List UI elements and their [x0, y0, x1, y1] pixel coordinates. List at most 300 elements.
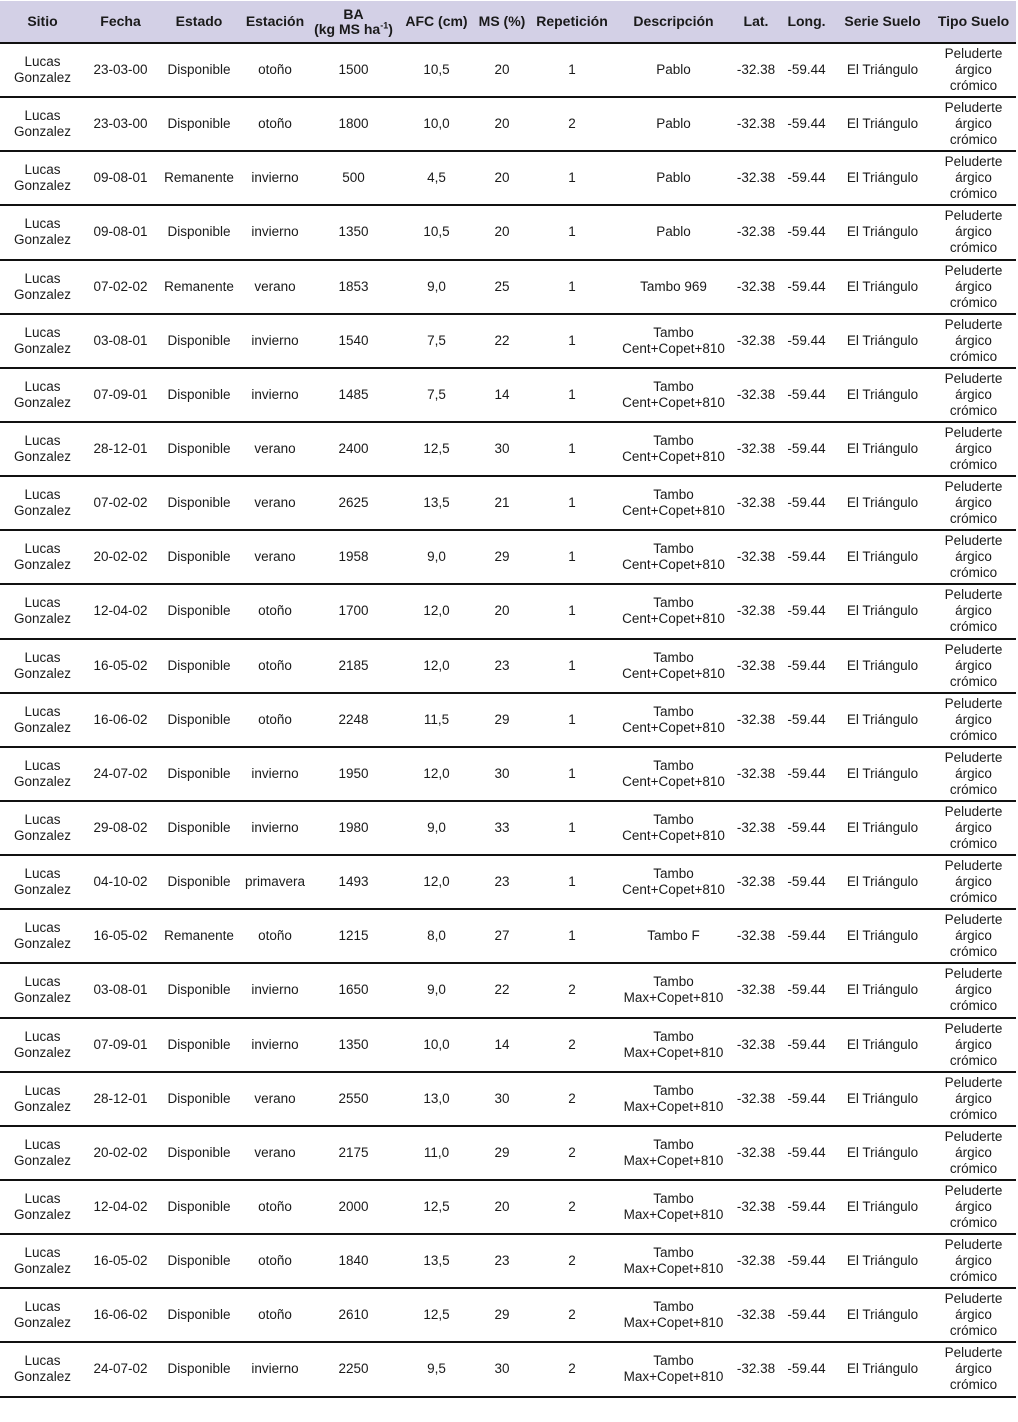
cell-lat: -32.38	[733, 1180, 779, 1234]
cell-serie-suelo: El Triángulo	[834, 963, 931, 1017]
cell-estado: Disponible	[156, 584, 242, 638]
cell-ba: 2185	[308, 639, 399, 693]
cell-ba: 1650	[308, 963, 399, 1017]
cell-long: -59.44	[779, 260, 834, 314]
cell-afc: 12,0	[399, 639, 474, 693]
cell-tipo-suelo: Peluderte árgico crómico	[931, 314, 1016, 368]
cell-tipo-suelo: Peluderte árgico crómico	[931, 260, 1016, 314]
cell-lat: -32.38	[733, 422, 779, 476]
header-row	[0, 1, 1016, 43]
cell-lat: -32.38	[733, 1234, 779, 1288]
header-tipo-suelo: Tipo Suelo	[931, 1, 1016, 43]
cell-sitio: Lucas Gonzalez	[0, 1072, 85, 1126]
cell-fecha: 09-08-01	[85, 151, 156, 205]
cell-estado: Disponible	[156, 314, 242, 368]
cell-lat: -32.38	[733, 368, 779, 422]
cell-lat: -32.38	[733, 530, 779, 584]
cell-long: -59.44	[779, 639, 834, 693]
cell-descripcion: Tambo 969	[614, 260, 733, 314]
cell-long: -59.44	[779, 801, 834, 855]
cell-estacion: otoño	[242, 909, 308, 963]
cell-ms: 22	[474, 314, 530, 368]
header-ba-sup: -1	[380, 19, 389, 30]
cell-estado: Disponible	[156, 530, 242, 584]
cell-estacion: invierno	[242, 205, 308, 259]
cell-repeticion: 1	[530, 747, 614, 801]
cell-descripcion: Tambo Cent+Copet+810	[614, 855, 733, 909]
data-table	[0, 1, 1016, 1398]
cell-serie-suelo: El Triángulo	[834, 1288, 931, 1342]
cell-estacion: otoño	[242, 1180, 308, 1234]
cell-ms: 14	[474, 368, 530, 422]
cell-long: -59.44	[779, 1180, 834, 1234]
cell-long: -59.44	[779, 1018, 834, 1072]
table-row	[0, 260, 1016, 314]
cell-sitio: Lucas Gonzalez	[0, 1126, 85, 1180]
table-row	[0, 422, 1016, 476]
cell-estacion: verano	[242, 422, 308, 476]
table-body	[0, 43, 1016, 1397]
cell-fecha: 03-08-01	[85, 314, 156, 368]
cell-long: -59.44	[779, 368, 834, 422]
cell-long: -59.44	[779, 422, 834, 476]
cell-serie-suelo: El Triángulo	[834, 97, 931, 151]
cell-lat: -32.38	[733, 639, 779, 693]
cell-fecha: 23-03-00	[85, 97, 156, 151]
cell-ba: 1700	[308, 584, 399, 638]
cell-fecha: 16-06-02	[85, 693, 156, 747]
cell-sitio: Lucas Gonzalez	[0, 260, 85, 314]
cell-sitio: Lucas Gonzalez	[0, 422, 85, 476]
cell-serie-suelo: El Triángulo	[834, 693, 931, 747]
cell-estacion: invierno	[242, 963, 308, 1017]
cell-serie-suelo: El Triángulo	[834, 43, 931, 97]
cell-fecha: 16-06-02	[85, 1288, 156, 1342]
cell-afc: 12,5	[399, 422, 474, 476]
cell-ba: 2400	[308, 422, 399, 476]
cell-repeticion: 2	[530, 97, 614, 151]
header-long: Long.	[779, 1, 834, 43]
cell-serie-suelo: El Triángulo	[834, 584, 931, 638]
cell-lat: -32.38	[733, 747, 779, 801]
cell-serie-suelo: El Triángulo	[834, 855, 931, 909]
cell-afc: 12,0	[399, 584, 474, 638]
cell-serie-suelo: El Triángulo	[834, 747, 931, 801]
cell-afc: 4,5	[399, 151, 474, 205]
cell-sitio: Lucas Gonzalez	[0, 639, 85, 693]
cell-sitio: Lucas Gonzalez	[0, 693, 85, 747]
cell-estado: Disponible	[156, 1126, 242, 1180]
cell-serie-suelo: El Triángulo	[834, 1234, 931, 1288]
cell-afc: 13,0	[399, 1072, 474, 1126]
cell-repeticion: 1	[530, 151, 614, 205]
cell-estacion: otoño	[242, 97, 308, 151]
cell-long: -59.44	[779, 1234, 834, 1288]
cell-afc: 9,0	[399, 530, 474, 584]
cell-ba: 1958	[308, 530, 399, 584]
cell-descripcion: Tambo Cent+Copet+810	[614, 639, 733, 693]
cell-ba: 1493	[308, 855, 399, 909]
header-estado: Estado	[156, 1, 242, 43]
cell-tipo-suelo: Peluderte árgico crómico	[931, 584, 1016, 638]
header-ba-line1: BA	[343, 5, 364, 22]
cell-estado: Disponible	[156, 963, 242, 1017]
cell-serie-suelo: El Triángulo	[834, 801, 931, 855]
cell-lat: -32.38	[733, 963, 779, 1017]
cell-sitio: Lucas Gonzalez	[0, 530, 85, 584]
cell-long: -59.44	[779, 584, 834, 638]
cell-afc: 7,5	[399, 368, 474, 422]
cell-estado: Disponible	[156, 97, 242, 151]
cell-sitio: Lucas Gonzalez	[0, 151, 85, 205]
table-row	[0, 314, 1016, 368]
cell-lat: -32.38	[733, 1072, 779, 1126]
header-ba	[308, 1, 399, 43]
cell-descripcion: Tambo Max+Copet+810	[614, 1288, 733, 1342]
cell-fecha: 07-09-01	[85, 368, 156, 422]
cell-lat: -32.38	[733, 584, 779, 638]
cell-repeticion: 1	[530, 43, 614, 97]
cell-tipo-suelo: Peluderte árgico crómico	[931, 422, 1016, 476]
cell-ba: 1800	[308, 97, 399, 151]
cell-tipo-suelo: Peluderte árgico crómico	[931, 693, 1016, 747]
cell-ms: 23	[474, 855, 530, 909]
cell-estado: Disponible	[156, 1018, 242, 1072]
cell-ba: 2625	[308, 476, 399, 530]
cell-estado: Remanente	[156, 909, 242, 963]
cell-estado: Disponible	[156, 205, 242, 259]
cell-estacion: verano	[242, 1126, 308, 1180]
cell-serie-suelo: El Triángulo	[834, 205, 931, 259]
cell-estacion: verano	[242, 260, 308, 314]
cell-estado: Remanente	[156, 151, 242, 205]
cell-afc: 10,0	[399, 97, 474, 151]
cell-sitio: Lucas Gonzalez	[0, 855, 85, 909]
cell-tipo-suelo: Peluderte árgico crómico	[931, 1126, 1016, 1180]
cell-fecha: 07-09-01	[85, 1018, 156, 1072]
cell-descripcion: Tambo Cent+Copet+810	[614, 314, 733, 368]
cell-repeticion: 2	[530, 1180, 614, 1234]
cell-long: -59.44	[779, 1288, 834, 1342]
cell-lat: -32.38	[733, 476, 779, 530]
cell-estado: Disponible	[156, 476, 242, 530]
cell-tipo-suelo: Peluderte árgico crómico	[931, 963, 1016, 1017]
cell-ba: 500	[308, 151, 399, 205]
header-ms: MS (%)	[474, 1, 530, 43]
cell-ba: 1840	[308, 1234, 399, 1288]
cell-estado: Disponible	[156, 43, 242, 97]
cell-descripcion: Tambo Cent+Copet+810	[614, 584, 733, 638]
cell-repeticion: 1	[530, 639, 614, 693]
cell-descripcion: Tambo Max+Copet+810	[614, 1126, 733, 1180]
cell-fecha: 03-08-01	[85, 963, 156, 1017]
cell-ba: 1215	[308, 909, 399, 963]
cell-repeticion: 2	[530, 1234, 614, 1288]
cell-ms: 23	[474, 639, 530, 693]
cell-fecha: 12-04-02	[85, 584, 156, 638]
cell-long: -59.44	[779, 97, 834, 151]
cell-ms: 30	[474, 1072, 530, 1126]
cell-afc: 9,0	[399, 801, 474, 855]
cell-lat: -32.38	[733, 260, 779, 314]
cell-fecha: 07-02-02	[85, 476, 156, 530]
cell-fecha: 28-12-01	[85, 1072, 156, 1126]
cell-descripcion: Tambo Cent+Copet+810	[614, 530, 733, 584]
table-row	[0, 205, 1016, 259]
cell-estacion: invierno	[242, 1018, 308, 1072]
cell-sitio: Lucas Gonzalez	[0, 909, 85, 963]
cell-lat: -32.38	[733, 1018, 779, 1072]
cell-fecha: 24-07-02	[85, 747, 156, 801]
cell-tipo-suelo: Peluderte árgico crómico	[931, 1234, 1016, 1288]
cell-repeticion: 1	[530, 260, 614, 314]
cell-estacion: otoño	[242, 584, 308, 638]
cell-descripcion: Tambo F	[614, 909, 733, 963]
cell-repeticion: 1	[530, 314, 614, 368]
cell-lat: -32.38	[733, 1342, 779, 1396]
cell-ba: 1950	[308, 747, 399, 801]
cell-sitio: Lucas Gonzalez	[0, 1180, 85, 1234]
cell-long: -59.44	[779, 476, 834, 530]
header-serie-suelo: Serie Suelo	[834, 1, 931, 43]
cell-sitio: Lucas Gonzalez	[0, 747, 85, 801]
cell-afc: 13,5	[399, 1234, 474, 1288]
cell-serie-suelo: El Triángulo	[834, 1342, 931, 1396]
cell-estacion: otoño	[242, 1234, 308, 1288]
table-row	[0, 584, 1016, 638]
table-row	[0, 1180, 1016, 1234]
cell-lat: -32.38	[733, 43, 779, 97]
cell-repeticion: 1	[530, 801, 614, 855]
cell-descripcion: Tambo Max+Copet+810	[614, 1342, 733, 1396]
table-row	[0, 1342, 1016, 1396]
cell-afc: 9,0	[399, 260, 474, 314]
cell-afc: 8,0	[399, 909, 474, 963]
table-row	[0, 1126, 1016, 1180]
cell-repeticion: 2	[530, 963, 614, 1017]
cell-ba: 2248	[308, 693, 399, 747]
cell-repeticion: 1	[530, 693, 614, 747]
cell-tipo-suelo: Peluderte árgico crómico	[931, 476, 1016, 530]
cell-repeticion: 1	[530, 476, 614, 530]
cell-estado: Disponible	[156, 1342, 242, 1396]
cell-fecha: 16-05-02	[85, 639, 156, 693]
cell-ms: 27	[474, 909, 530, 963]
cell-afc: 10,5	[399, 205, 474, 259]
cell-lat: -32.38	[733, 314, 779, 368]
cell-tipo-suelo: Peluderte árgico crómico	[931, 368, 1016, 422]
header-lat: Lat.	[733, 1, 779, 43]
cell-long: -59.44	[779, 1342, 834, 1396]
cell-lat: -32.38	[733, 801, 779, 855]
cell-serie-suelo: El Triángulo	[834, 639, 931, 693]
cell-ba: 1350	[308, 205, 399, 259]
cell-fecha: 23-03-00	[85, 43, 156, 97]
header-repeticion: Repetición	[530, 1, 614, 43]
cell-ba: 1540	[308, 314, 399, 368]
cell-afc: 10,0	[399, 1018, 474, 1072]
cell-ba: 1500	[308, 43, 399, 97]
cell-sitio: Lucas Gonzalez	[0, 1288, 85, 1342]
cell-estado: Disponible	[156, 1180, 242, 1234]
cell-tipo-suelo: Peluderte árgico crómico	[931, 1180, 1016, 1234]
table-row	[0, 1072, 1016, 1126]
cell-ms: 20	[474, 151, 530, 205]
cell-lat: -32.38	[733, 97, 779, 151]
cell-ba: 2000	[308, 1180, 399, 1234]
cell-lat: -32.38	[733, 1126, 779, 1180]
cell-tipo-suelo: Peluderte árgico crómico	[931, 97, 1016, 151]
cell-afc: 7,5	[399, 314, 474, 368]
cell-serie-suelo: El Triángulo	[834, 909, 931, 963]
cell-descripcion: Tambo Cent+Copet+810	[614, 476, 733, 530]
cell-ms: 20	[474, 43, 530, 97]
cell-estado: Disponible	[156, 422, 242, 476]
cell-ms: 21	[474, 476, 530, 530]
cell-estado: Remanente	[156, 260, 242, 314]
cell-fecha: 20-02-02	[85, 530, 156, 584]
cell-ba: 1853	[308, 260, 399, 314]
cell-repeticion: 1	[530, 909, 614, 963]
cell-serie-suelo: El Triángulo	[834, 476, 931, 530]
header-ba-close: )	[388, 20, 393, 37]
cell-ms: 29	[474, 693, 530, 747]
cell-repeticion: 2	[530, 1018, 614, 1072]
cell-ms: 30	[474, 747, 530, 801]
header-sitio: Sitio	[0, 1, 85, 43]
cell-ms: 23	[474, 1234, 530, 1288]
cell-estacion: invierno	[242, 1342, 308, 1396]
cell-ms: 33	[474, 801, 530, 855]
cell-afc: 12,0	[399, 855, 474, 909]
table-row	[0, 1018, 1016, 1072]
cell-fecha: 20-02-02	[85, 1126, 156, 1180]
cell-descripcion: Tambo Cent+Copet+810	[614, 693, 733, 747]
cell-estado: Disponible	[156, 1288, 242, 1342]
cell-repeticion: 1	[530, 855, 614, 909]
cell-lat: -32.38	[733, 693, 779, 747]
table-row	[0, 639, 1016, 693]
cell-long: -59.44	[779, 314, 834, 368]
cell-ms: 29	[474, 1288, 530, 1342]
cell-ms: 14	[474, 1018, 530, 1072]
cell-fecha: 24-07-02	[85, 1342, 156, 1396]
cell-sitio: Lucas Gonzalez	[0, 1018, 85, 1072]
cell-tipo-suelo: Peluderte árgico crómico	[931, 43, 1016, 97]
cell-serie-suelo: El Triángulo	[834, 1072, 931, 1126]
cell-sitio: Lucas Gonzalez	[0, 368, 85, 422]
cell-ms: 20	[474, 584, 530, 638]
cell-descripcion: Tambo Cent+Copet+810	[614, 801, 733, 855]
cell-repeticion: 1	[530, 584, 614, 638]
cell-estacion: invierno	[242, 368, 308, 422]
cell-estacion: verano	[242, 530, 308, 584]
cell-repeticion: 1	[530, 530, 614, 584]
cell-ms: 22	[474, 963, 530, 1017]
cell-descripcion: Tambo Cent+Copet+810	[614, 422, 733, 476]
cell-estacion: otoño	[242, 639, 308, 693]
cell-descripcion: Tambo Cent+Copet+810	[614, 368, 733, 422]
cell-repeticion: 1	[530, 368, 614, 422]
cell-long: -59.44	[779, 909, 834, 963]
cell-serie-suelo: El Triángulo	[834, 151, 931, 205]
table-row	[0, 693, 1016, 747]
cell-afc: 12,0	[399, 747, 474, 801]
header-ba-line2: (kg MS ha	[314, 20, 381, 37]
table-row	[0, 151, 1016, 205]
cell-sitio: Lucas Gonzalez	[0, 97, 85, 151]
cell-lat: -32.38	[733, 855, 779, 909]
cell-serie-suelo: El Triángulo	[834, 260, 931, 314]
cell-afc: 12,5	[399, 1180, 474, 1234]
header-afc: AFC (cm)	[399, 1, 474, 43]
cell-serie-suelo: El Triángulo	[834, 422, 931, 476]
cell-fecha: 07-02-02	[85, 260, 156, 314]
cell-long: -59.44	[779, 1072, 834, 1126]
cell-ba: 2550	[308, 1072, 399, 1126]
cell-tipo-suelo: Peluderte árgico crómico	[931, 1288, 1016, 1342]
cell-descripcion: Pablo	[614, 205, 733, 259]
cell-ms: 30	[474, 1342, 530, 1396]
table-row	[0, 1288, 1016, 1342]
cell-ms: 29	[474, 530, 530, 584]
cell-afc: 10,5	[399, 43, 474, 97]
cell-estado: Disponible	[156, 747, 242, 801]
cell-fecha: 12-04-02	[85, 1180, 156, 1234]
cell-serie-suelo: El Triángulo	[834, 530, 931, 584]
header-descripcion: Descripción	[614, 1, 733, 43]
table-row	[0, 476, 1016, 530]
cell-sitio: Lucas Gonzalez	[0, 314, 85, 368]
header-fecha: Fecha	[85, 1, 156, 43]
cell-descripcion: Tambo Cent+Copet+810	[614, 747, 733, 801]
cell-lat: -32.38	[733, 205, 779, 259]
cell-serie-suelo: El Triángulo	[834, 314, 931, 368]
cell-ba: 2250	[308, 1342, 399, 1396]
header-estacion: Estación	[242, 1, 308, 43]
cell-lat: -32.38	[733, 151, 779, 205]
cell-ms: 20	[474, 97, 530, 151]
cell-long: -59.44	[779, 747, 834, 801]
cell-long: -59.44	[779, 43, 834, 97]
cell-afc: 11,5	[399, 693, 474, 747]
cell-afc: 12,5	[399, 1288, 474, 1342]
cell-ba: 1485	[308, 368, 399, 422]
cell-serie-suelo: El Triángulo	[834, 1018, 931, 1072]
table-row	[0, 747, 1016, 801]
cell-ms: 20	[474, 205, 530, 259]
cell-tipo-suelo: Peluderte árgico crómico	[931, 1342, 1016, 1396]
cell-serie-suelo: El Triángulo	[834, 1126, 931, 1180]
cell-fecha: 29-08-02	[85, 801, 156, 855]
cell-ms: 29	[474, 1126, 530, 1180]
cell-ba: 2610	[308, 1288, 399, 1342]
cell-tipo-suelo: Peluderte árgico crómico	[931, 530, 1016, 584]
cell-ba: 1980	[308, 801, 399, 855]
cell-estacion: otoño	[242, 1288, 308, 1342]
cell-estacion: verano	[242, 476, 308, 530]
table-row	[0, 530, 1016, 584]
cell-repeticion: 1	[530, 205, 614, 259]
cell-estado: Disponible	[156, 1234, 242, 1288]
cell-descripcion: Pablo	[614, 97, 733, 151]
cell-ms: 25	[474, 260, 530, 314]
cell-estacion: otoño	[242, 43, 308, 97]
cell-estado: Disponible	[156, 801, 242, 855]
cell-sitio: Lucas Gonzalez	[0, 584, 85, 638]
table-row	[0, 801, 1016, 855]
cell-afc: 9,0	[399, 963, 474, 1017]
